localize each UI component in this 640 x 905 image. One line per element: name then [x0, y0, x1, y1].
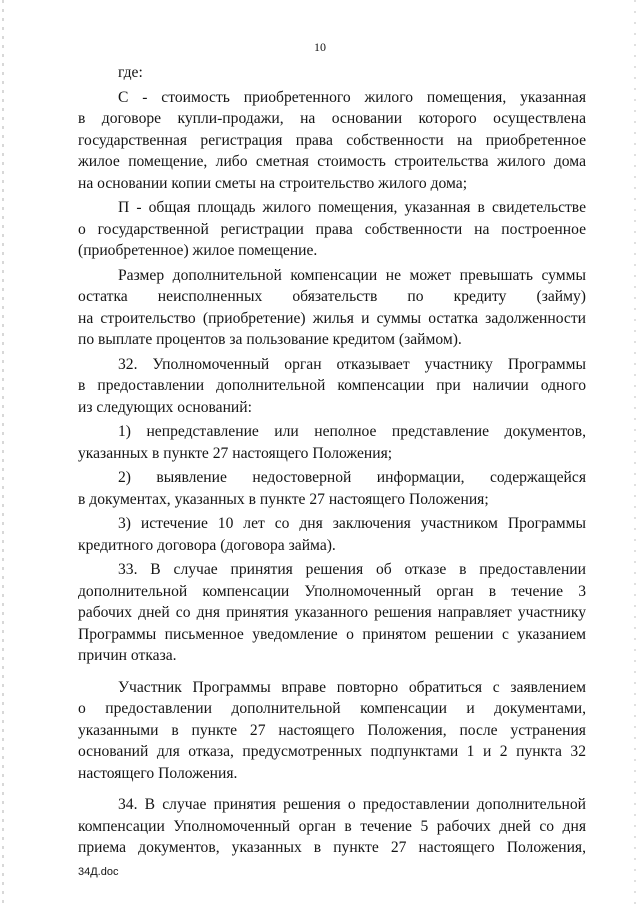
- paragraph-compensation-limit: [78, 265, 586, 351]
- file-name-footer: 34Д.doc: [78, 866, 119, 878]
- paragraph-line: компенсации Уполномоченный орган в течение 5 рабочих дней со дня: [78, 817, 586, 835]
- paragraph-line: на строительство (приобретение) жилья и суммы остатка задолженности: [78, 309, 586, 327]
- paragraph-line: Программы письменное уведомление о принятом решении с указанием: [78, 625, 586, 643]
- paragraph-line: приема документов, указанных в пункте 27 настоящего Положения,: [78, 839, 586, 856]
- paragraph-clause-32: [78, 354, 586, 419]
- paragraph-line: оснований для отказа, предусмотренных подпунктами 1 и 2 пункта 32: [78, 743, 586, 760]
- paragraph-item-3: [78, 513, 586, 556]
- paragraph-line: П - общая площадь жилого помещения, указанная в свидетельстве: [118, 199, 586, 216]
- paragraph-last-line: по выплате процентов за пользование кредитом (займом).: [78, 331, 462, 348]
- paragraph-last-line: настоящего Положения.: [78, 764, 238, 782]
- paragraph-line: 1) непредставление или неполное представление документов,: [118, 423, 586, 440]
- paragraph-line: рабочих дней со дня принятия указанного решения направляет участнику: [78, 604, 586, 621]
- paragraph-gde: [78, 62, 586, 84]
- paragraph-definition-c: [78, 87, 586, 195]
- paragraph-last-line: (приобретенное) жилое помещение.: [78, 242, 318, 259]
- paragraph-last-line: из следующих оснований:: [78, 398, 252, 416]
- paragraph-line: 2) выявление недостоверной информации, содержащейся: [118, 469, 586, 486]
- document-body: [78, 62, 586, 859]
- scan-edge-left: [2, 0, 4, 905]
- paragraph-line: остатка неисполненных обязательств по кредиту (займу): [78, 288, 586, 305]
- paragraph-last-line: кредитного договора (договора займа).: [78, 536, 336, 554]
- paragraph-line: о предоставлении дополнительной компенсации и документами,: [78, 700, 586, 717]
- paragraph-line: С - стоимость приобретенного жилого помещения, указанная: [118, 88, 586, 106]
- paragraph-clause-33: [78, 559, 586, 667]
- paragraph-line: где:: [118, 64, 143, 81]
- paragraph-line: 32. Уполномоченный орган отказывает участнику Программы: [118, 355, 586, 373]
- paragraph-definition-p: [78, 197, 586, 262]
- paragraph-last-line: в документах, указанных в пункте 27 настоящего Положения;: [78, 490, 489, 508]
- paragraph-line: в договоре купли-продажи, на основании которого осуществлена: [78, 110, 586, 127]
- paragraph-line: 3) истечение 10 лет со дня заключения участником Программы: [118, 515, 586, 532]
- page-number: 10: [314, 40, 326, 54]
- paragraph-item-2: [78, 467, 586, 510]
- paragraph-clause-34: [78, 794, 586, 859]
- paragraph-line: Участник Программы вправе повторно обратиться с заявлением: [118, 678, 586, 696]
- paragraph-last-line: причин отказа.: [78, 647, 177, 664]
- paragraph-line: 34. В случае принятия решения о предоставлении дополнительной: [118, 796, 586, 813]
- paragraph-line: указанными в пункте 27 настоящего Положения, после устранения: [78, 721, 586, 739]
- paragraph-line: в предоставлении дополнительной компенсации при наличии одного: [78, 377, 586, 394]
- paragraph-line: государственная регистрация права собственности на приобретенное: [78, 131, 586, 149]
- paragraph-last-line: указанных в пункте 27 настоящего Положения;: [78, 444, 393, 462]
- paragraph-last-line: на основании копии сметы на строительство жилого дома;: [78, 174, 468, 192]
- scan-edge-right: [634, 0, 636, 905]
- paragraph-line: жилое помещение, либо сметная стоимость строительства жилого дома: [78, 153, 586, 170]
- paragraph-line: дополнительной компенсации Уполномоченный орган в течение 3: [78, 582, 586, 600]
- paragraph-line: о государственной регистрации права собственности на построенное: [78, 220, 586, 238]
- paragraph-line: 33. В случае принятия решения об отказе в предоставлении: [118, 561, 586, 578]
- paragraph-repeat-application: [78, 677, 586, 785]
- paragraph-line: Размер дополнительной компенсации не может превышать суммы: [118, 266, 586, 284]
- paragraph-item-1: [78, 421, 586, 464]
